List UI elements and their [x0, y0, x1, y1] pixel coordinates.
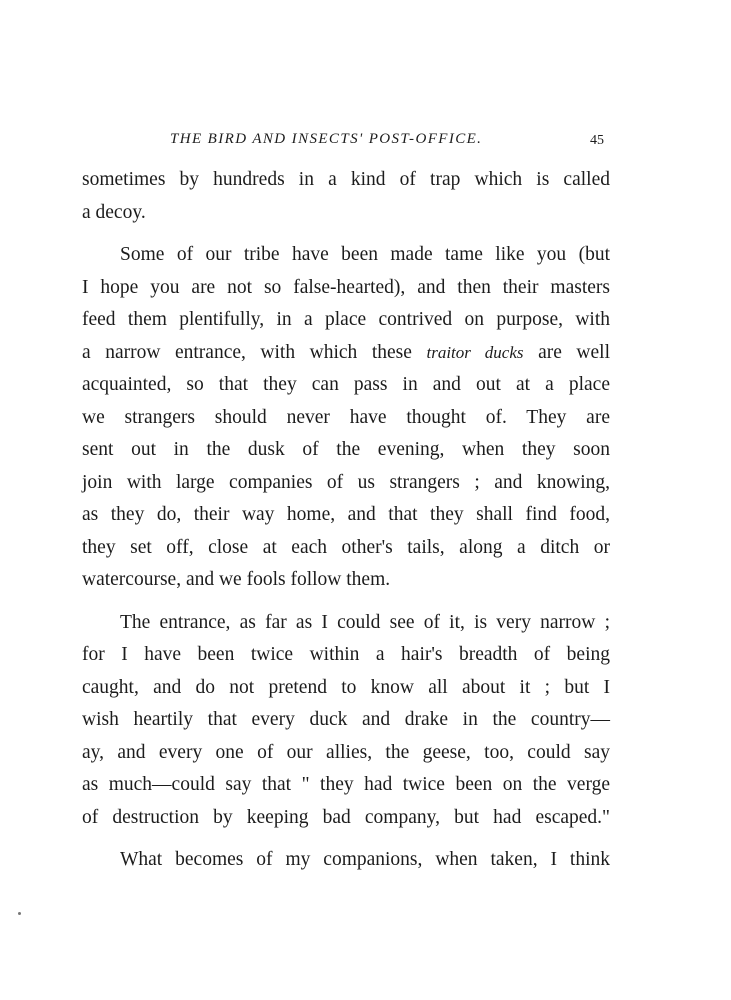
text-line: join with large companies of us strangers ; and knowing,	[82, 471, 610, 493]
running-title: THE BIRD AND INSECTS' POST-OFFICE.	[170, 131, 483, 147]
emphasis-text: traitor ducks	[426, 342, 524, 362]
text-line: ay, and every one of our allies, the geese, too, could say	[82, 741, 610, 763]
text-line: we strangers should never have thought of. They are	[82, 406, 610, 428]
page-number: 45	[590, 133, 604, 148]
text-line: Some of our tribe have been made tame like you (but	[120, 244, 610, 265]
text-line: feed them plentifully, in a place contrived on purpose, with	[82, 309, 610, 330]
text-segment: a narrow entrance, with which these	[82, 341, 412, 363]
body-text	[82, 164, 610, 877]
text-line: The entrance, as far as I could see of it, is very narrow ;	[120, 611, 610, 633]
text-line: as much—could say that " they had twice been on the verge	[82, 774, 610, 795]
text-line: sometimes by hundreds in a kind of trap which is called	[82, 169, 610, 190]
text-line: watercourse, and we fools follow them.	[82, 569, 391, 590]
text-line: sent out in the dusk of the evening, when they soon	[82, 439, 610, 460]
text-segment: are well	[538, 341, 611, 363]
text-line: wish heartily that every duck and drake in the country—	[82, 709, 610, 730]
text-line: caught, and do not pretend to know all about it ; but I	[82, 676, 610, 698]
paper-speck	[18, 912, 21, 915]
text-line: acquainted, so that they can pass in and out at a place	[82, 374, 610, 395]
text-line: What becomes of my companions, when taken, I think	[120, 849, 610, 870]
text-line	[82, 337, 610, 370]
text-line: a decoy.	[82, 201, 146, 223]
text-line: of destruction by keeping bad company, but had escaped."	[82, 806, 610, 828]
text-line: for I have been twice within a hair's breadth of being	[82, 644, 610, 665]
running-head	[0, 131, 731, 155]
text-line: as they do, their way home, and that they shall find food,	[82, 504, 610, 525]
text-line: they set off, close at each other's tails, along a ditch or	[82, 536, 610, 558]
text-line: I hope you are not so false-hearted), and then their masters	[82, 276, 610, 298]
